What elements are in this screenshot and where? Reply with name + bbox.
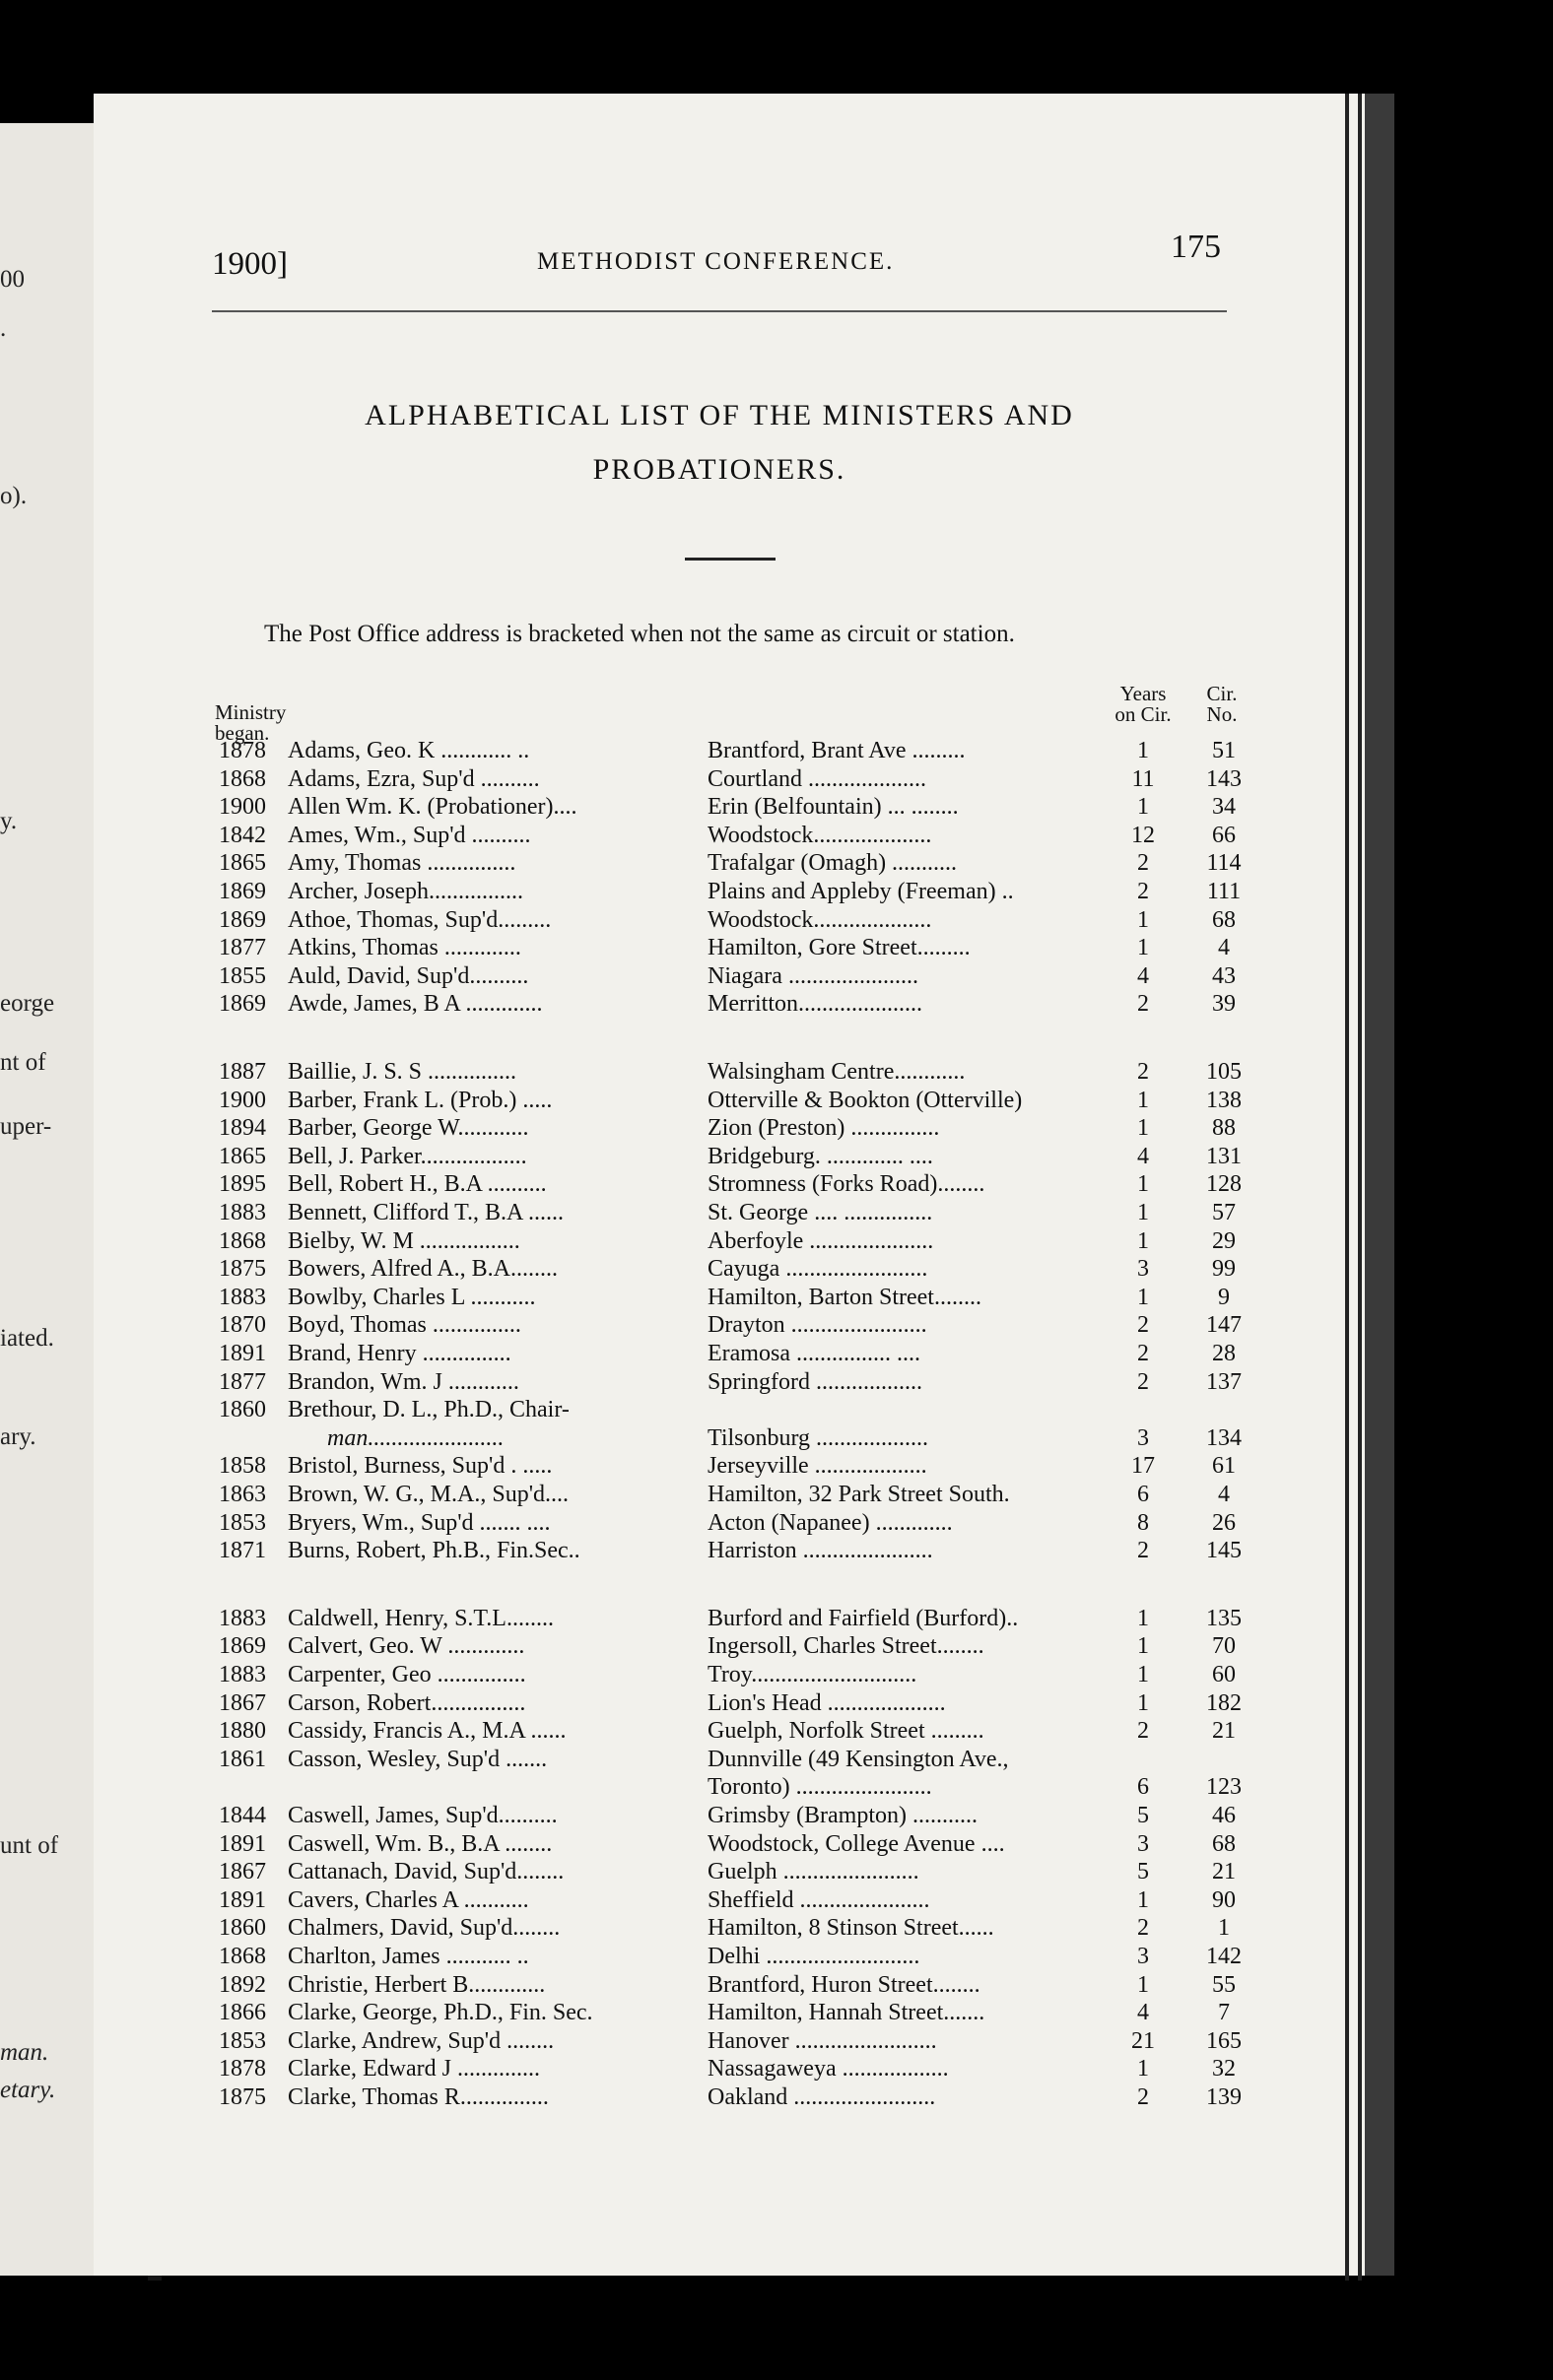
circuit-station: Guelph ....................... xyxy=(708,1859,919,1885)
years-on-circuit: 2 xyxy=(1137,1312,1149,1339)
header-title: METHODIST CONFERENCE. xyxy=(537,248,895,275)
circuit-station: Niagara ...................... xyxy=(708,962,918,989)
circuit-station: Harriston ...................... xyxy=(708,1538,933,1564)
circuit-number: 143 xyxy=(1206,765,1242,792)
minister-name: Cattanach, David, Sup'd........ xyxy=(288,1859,565,1885)
ministry-began-year: 1868 xyxy=(219,1227,266,1254)
years-on-circuit: 3 xyxy=(1137,1424,1149,1451)
years-on-circuit: 1 xyxy=(1137,1886,1149,1913)
years-on-circuit: 3 xyxy=(1137,1256,1149,1283)
list-row xyxy=(0,1340,1553,1367)
list-row xyxy=(0,934,1553,961)
ministry-began-year: 1883 xyxy=(219,1200,266,1225)
circuit-number: 131 xyxy=(1206,1143,1242,1169)
list-row xyxy=(0,1605,1553,1632)
list-row xyxy=(0,737,1553,764)
list-row xyxy=(0,1943,1553,1970)
left-page-fragment: unt of xyxy=(0,1832,59,1859)
circuit-station: Woodstock.................... xyxy=(708,906,932,933)
ministry-began-year: 1855 xyxy=(219,962,266,989)
col-ministry-began-line1: Ministry xyxy=(215,700,287,724)
minister-name: Amy, Thomas ............... xyxy=(288,850,516,877)
ministry-began-year: 1891 xyxy=(219,1830,266,1857)
minister-name: Brand, Henry ............... xyxy=(288,1341,511,1366)
left-page-fragment: y. xyxy=(0,808,18,834)
left-page-fragment: o). xyxy=(0,483,28,509)
circuit-number: 61 xyxy=(1212,1453,1236,1480)
ministry-began-year: 1878 xyxy=(219,2056,266,2082)
circuit-number: 57 xyxy=(1212,1200,1236,1225)
title-rule xyxy=(685,558,776,561)
ministry-began-year: 1860 xyxy=(219,1915,266,1942)
ministry-began-year: 1895 xyxy=(219,1171,266,1198)
minister-name: Chalmers, David, Sup'd........ xyxy=(288,1915,561,1942)
list-row xyxy=(0,2055,1553,2082)
ministry-began-year: 1867 xyxy=(219,1859,266,1885)
minister-name: Christie, Herbert B............. xyxy=(288,1971,546,1998)
circuit-station: Brantford, Brant Ave ......... xyxy=(708,738,966,763)
circuit-number: 70 xyxy=(1212,1633,1236,1660)
circuit-station: Ingersoll, Charles Street........ xyxy=(708,1633,984,1660)
ministry-began-year: 1865 xyxy=(219,850,266,877)
list-row xyxy=(0,793,1553,821)
ministry-began-year: 1865 xyxy=(219,1143,266,1169)
list-row xyxy=(0,1114,1553,1142)
list-row xyxy=(0,1143,1553,1170)
circuit-number: 43 xyxy=(1212,962,1236,989)
circuit-number: 68 xyxy=(1212,906,1236,933)
minister-name: Bell, Robert H., B.A .......... xyxy=(288,1171,547,1198)
years-on-circuit: 2 xyxy=(1137,1718,1149,1745)
circuit-number: 147 xyxy=(1206,1312,1242,1339)
ministry-began-year: 1842 xyxy=(219,822,266,848)
header-year: 1900] xyxy=(212,246,288,282)
circuit-station: Hamilton, 8 Stinson Street...... xyxy=(708,1915,994,1942)
years-on-circuit: 8 xyxy=(1137,1509,1149,1536)
minister-name: Awde, James, B A ............. xyxy=(288,991,543,1018)
minister-name: Bristol, Burness, Sup'd . ..... xyxy=(288,1453,553,1480)
list-row xyxy=(0,1227,1553,1255)
years-on-circuit: 1 xyxy=(1137,1605,1149,1631)
circuit-number: 32 xyxy=(1212,2056,1236,2082)
ministry-began-year: 1883 xyxy=(219,1662,266,1687)
ministry-began-year: 1875 xyxy=(219,2084,266,2110)
years-on-circuit: 2 xyxy=(1137,1915,1149,1942)
years-on-circuit: 1 xyxy=(1137,1633,1149,1660)
ministry-began-year: 1894 xyxy=(219,1115,266,1142)
circuit-number: 4 xyxy=(1218,935,1230,961)
minister-name: Athoe, Thomas, Sup'd......... xyxy=(288,906,552,933)
circuit-number: 29 xyxy=(1212,1227,1236,1254)
years-on-circuit: 2 xyxy=(1137,1059,1149,1085)
circuit-station: Jerseyville ................... xyxy=(708,1453,927,1480)
circuit-number: 142 xyxy=(1206,1944,1242,1969)
minister-name: Clarke, Edward J .............. xyxy=(288,2056,540,2082)
circuit-station: St. George .... ............... xyxy=(708,1200,933,1225)
circuit-number: 68 xyxy=(1212,1830,1236,1857)
minister-name: Carson, Robert................ xyxy=(288,1689,526,1716)
left-page-fragment: uper- xyxy=(0,1113,52,1140)
col-years-line2: on Cir. xyxy=(1114,702,1172,726)
list-row xyxy=(0,1717,1553,1745)
years-on-circuit: 1 xyxy=(1137,1200,1149,1225)
years-on-circuit: 12 xyxy=(1131,822,1155,848)
ministry-began-year: 1869 xyxy=(219,879,266,904)
list-row xyxy=(0,1058,1553,1086)
col-years-on-circuit xyxy=(1104,684,1182,725)
ministry-began-year: 1858 xyxy=(219,1453,266,1480)
ministry-began-year: 1887 xyxy=(219,1059,266,1085)
list-row xyxy=(0,1481,1553,1508)
circuit-station: Woodstock.................... xyxy=(708,822,932,848)
list-row xyxy=(0,1170,1553,1198)
circuit-number: 55 xyxy=(1212,1971,1236,1998)
years-on-circuit: 2 xyxy=(1137,991,1149,1018)
minister-name: Adams, Ezra, Sup'd .......... xyxy=(288,765,540,792)
circuit-station: Otterville & Bookton (Otterville) xyxy=(708,1087,1023,1113)
list-row xyxy=(0,2027,1553,2055)
circuit-station: Plains and Appleby (Freeman) .. xyxy=(708,879,1014,904)
circuit-number: 66 xyxy=(1212,822,1236,848)
ministry-began-year: 1880 xyxy=(219,1718,266,1745)
ministry-began-year: 1844 xyxy=(219,1803,266,1828)
list-row xyxy=(0,878,1553,905)
circuit-number: 134 xyxy=(1206,1424,1242,1451)
circuit-station: Lion's Head .................... xyxy=(708,1689,946,1716)
ministry-began-year: 1869 xyxy=(219,991,266,1018)
circuit-station: Oakland ........................ xyxy=(708,2084,936,2110)
circuit-station: Bridgeburg. ............. .... xyxy=(708,1143,933,1169)
list-row xyxy=(0,1914,1553,1942)
circuit-station: Guelph, Norfolk Street ......... xyxy=(708,1718,984,1745)
minister-name: Brandon, Wm. J ............ xyxy=(288,1368,519,1395)
minister-name: Atkins, Thomas ............. xyxy=(288,935,521,961)
years-on-circuit: 1 xyxy=(1137,1171,1149,1198)
list-row xyxy=(0,1773,1553,1801)
years-on-circuit: 5 xyxy=(1137,1859,1149,1885)
circuit-number: 88 xyxy=(1212,1115,1236,1142)
list-row xyxy=(0,1537,1553,1564)
circuit-number: 51 xyxy=(1212,738,1236,763)
circuit-station: Stromness (Forks Road)........ xyxy=(708,1171,985,1198)
ministry-began-year: 1891 xyxy=(219,1341,266,1366)
years-on-circuit: 1 xyxy=(1137,1227,1149,1254)
col-circuit-number xyxy=(1194,684,1249,725)
list-row xyxy=(0,1971,1553,1999)
minister-name: Allen Wm. K. (Probationer).... xyxy=(288,794,577,821)
list-row xyxy=(0,1509,1553,1537)
circuit-station: Aberfoyle ..................... xyxy=(708,1227,934,1254)
circuit-station: Nassagaweya .................. xyxy=(708,2056,949,2082)
list-row xyxy=(0,1199,1553,1226)
circuit-number: 111 xyxy=(1206,879,1242,904)
list-row xyxy=(0,1802,1553,1829)
minister-name: Brown, W. G., M.A., Sup'd.... xyxy=(288,1482,570,1507)
ministry-began-year: 1868 xyxy=(219,765,266,792)
list-row xyxy=(0,962,1553,990)
circuit-station: Trafalgar (Omagh) ........... xyxy=(708,850,958,877)
header-rule xyxy=(212,310,1227,312)
ministry-began-year: 1900 xyxy=(219,794,266,821)
years-on-circuit: 4 xyxy=(1137,2000,1149,2026)
minister-name: Clarke, Andrew, Sup'd ........ xyxy=(288,2027,555,2054)
left-page-fragment: 00 xyxy=(0,266,25,293)
list-row xyxy=(0,1858,1553,1885)
ministry-began-year: 1863 xyxy=(219,1482,266,1507)
minister-name: Archer, Joseph................ xyxy=(288,879,523,904)
years-on-circuit: 1 xyxy=(1137,1689,1149,1716)
circuit-station: Courtland .................... xyxy=(708,765,926,792)
circuit-number: 26 xyxy=(1212,1509,1236,1536)
list-row xyxy=(0,765,1553,793)
ministry-began-year: 1877 xyxy=(219,1368,266,1395)
list-row xyxy=(0,1830,1553,1858)
ministry-began-year: 1878 xyxy=(219,738,266,763)
minister-name: Ames, Wm., Sup'd .......... xyxy=(288,822,531,848)
list-row xyxy=(0,1632,1553,1660)
list-row xyxy=(0,1311,1553,1339)
circuit-number: 123 xyxy=(1206,1774,1242,1801)
circuit-station: Acton (Napanee) ............. xyxy=(708,1509,953,1536)
ministry-began-year: 1871 xyxy=(219,1538,266,1564)
ministry-began-year: 1853 xyxy=(219,1509,266,1536)
minister-name: Charlton, James ........... .. xyxy=(288,1944,529,1969)
minister-name: Casson, Wesley, Sup'd ....... xyxy=(288,1746,548,1772)
circuit-number: 114 xyxy=(1206,850,1242,877)
circuit-station: Woodstock, College Avenue .... xyxy=(708,1830,1005,1857)
list-row xyxy=(0,1284,1553,1311)
years-on-circuit: 17 xyxy=(1131,1453,1155,1480)
col-cir-line1: Cir. xyxy=(1206,682,1238,705)
circuit-number: 165 xyxy=(1206,2027,1242,2054)
years-on-circuit: 1 xyxy=(1137,794,1149,821)
circuit-number: 1 xyxy=(1218,1915,1230,1942)
circuit-number: 135 xyxy=(1206,1605,1242,1631)
years-on-circuit: 3 xyxy=(1137,1830,1149,1857)
ministry-began-year: 1883 xyxy=(219,1605,266,1631)
years-on-circuit: 1 xyxy=(1137,738,1149,763)
list-row xyxy=(0,1087,1553,1114)
minister-name: Bowlby, Charles L ........... xyxy=(288,1284,536,1310)
years-on-circuit: 2 xyxy=(1137,1538,1149,1564)
ministry-began-year: 1868 xyxy=(219,1944,266,1969)
years-on-circuit: 2 xyxy=(1137,850,1149,877)
list-row xyxy=(0,1746,1553,1773)
circuit-station: Merritton..................... xyxy=(708,991,922,1018)
minister-name: Bowers, Alfred A., B.A........ xyxy=(288,1256,558,1283)
circuit-number: 137 xyxy=(1206,1368,1242,1395)
circuit-number: 138 xyxy=(1206,1087,1242,1113)
minister-name: Clarke, George, Ph.D., Fin. Sec. xyxy=(288,2000,593,2026)
ministry-began-year: 1892 xyxy=(219,1971,266,1998)
list-row xyxy=(0,990,1553,1018)
left-page-fragment: nt of xyxy=(0,1049,46,1076)
circuit-station: Springford .................. xyxy=(708,1368,922,1395)
minister-name: Cavers, Charles A ........... xyxy=(288,1886,529,1913)
minister-name: Barber, George W............ xyxy=(288,1115,529,1142)
years-on-circuit: 3 xyxy=(1137,1944,1149,1969)
minister-name: Baillie, J. S. S ............... xyxy=(288,1059,517,1085)
circuit-number: 145 xyxy=(1206,1538,1242,1564)
years-on-circuit: 2 xyxy=(1137,1341,1149,1366)
circuit-number: 105 xyxy=(1206,1059,1242,1085)
ministry-began-year: 1853 xyxy=(219,2027,266,2054)
list-title-cont: PROBATIONERS. xyxy=(592,453,846,486)
list-row xyxy=(0,1424,1553,1452)
minister-name: Clarke, Thomas R............... xyxy=(288,2084,549,2110)
circuit-number: 21 xyxy=(1212,1859,1236,1885)
ministry-began-year: 1869 xyxy=(219,1633,266,1660)
circuit-station: Hamilton, Barton Street........ xyxy=(708,1284,981,1310)
left-page-fragment: man. xyxy=(0,2039,49,2066)
years-on-circuit: 1 xyxy=(1137,2056,1149,2082)
circuit-number: 9 xyxy=(1218,1284,1230,1310)
list-row xyxy=(0,1886,1553,1914)
circuit-station: Brantford, Huron Street........ xyxy=(708,1971,980,1998)
circuit-number: 99 xyxy=(1212,1256,1236,1283)
ministry-began-year: 1860 xyxy=(219,1397,266,1423)
ministry-began-year: 1869 xyxy=(219,906,266,933)
circuit-number: 46 xyxy=(1212,1803,1236,1828)
circuit-station: Toronto) ....................... xyxy=(708,1774,932,1801)
col-years-line1: Years xyxy=(1119,682,1167,705)
ministry-began-year: 1883 xyxy=(219,1284,266,1310)
years-on-circuit: 4 xyxy=(1137,1143,1149,1169)
circuit-station: Delhi .......................... xyxy=(708,1944,920,1969)
ministry-began-year: 1867 xyxy=(219,1689,266,1716)
minister-name: Caldwell, Henry, S.T.L........ xyxy=(288,1605,554,1631)
circuit-number: 90 xyxy=(1212,1886,1236,1913)
minister-name: Cassidy, Francis A., M.A ...... xyxy=(288,1718,567,1745)
circuit-number: 7 xyxy=(1218,2000,1230,2026)
left-page-fragment: etary. xyxy=(0,2077,56,2103)
circuit-station: Zion (Preston) ............... xyxy=(708,1115,940,1142)
minister-name: man....................... xyxy=(327,1424,505,1451)
years-on-circuit: 5 xyxy=(1137,1803,1149,1828)
minister-name: Bielby, W. M ................. xyxy=(288,1227,520,1254)
circuit-number: 34 xyxy=(1212,794,1236,821)
minister-name: Caswell, James, Sup'd.......... xyxy=(288,1803,558,1828)
list-row xyxy=(0,1999,1553,2026)
years-on-circuit: 1 xyxy=(1137,1115,1149,1142)
list-row xyxy=(0,1396,1553,1423)
circuit-number: 60 xyxy=(1212,1662,1236,1687)
list-row xyxy=(0,1255,1553,1283)
circuit-station: Drayton ....................... xyxy=(708,1312,927,1339)
years-on-circuit: 2 xyxy=(1137,2084,1149,2110)
left-page-fragment: ary. xyxy=(0,1423,36,1450)
circuit-station: Cayuga ........................ xyxy=(708,1256,928,1283)
years-on-circuit: 4 xyxy=(1137,962,1149,989)
years-on-circuit: 11 xyxy=(1131,765,1155,792)
ministry-began-year: 1866 xyxy=(219,2000,266,2026)
circuit-station: Eramosa ................ .... xyxy=(708,1341,920,1366)
list-title: ALPHABETICAL LIST OF THE MINISTERS AND xyxy=(365,399,1074,431)
circuit-number: 182 xyxy=(1206,1689,1242,1716)
ministry-began-year: 1900 xyxy=(219,1087,266,1113)
address-note: The Post Office address is bracketed when not the same as circuit or station. xyxy=(264,621,1015,647)
circuit-station: Hamilton, Gore Street......... xyxy=(708,935,971,961)
years-on-circuit: 1 xyxy=(1137,1662,1149,1687)
minister-name: Bryers, Wm., Sup'd ....... .... xyxy=(288,1509,551,1536)
left-page-fragment: eorge xyxy=(0,990,55,1017)
circuit-station: Dunnville (49 Kensington Ave., xyxy=(708,1746,1009,1772)
circuit-station: Troy............................ xyxy=(708,1662,917,1687)
ministry-began-year: 1877 xyxy=(219,935,266,961)
list-row xyxy=(0,849,1553,877)
minister-name: Auld, David, Sup'd.......... xyxy=(288,962,529,989)
left-page-fragment: . xyxy=(0,315,7,342)
ministry-began-year: 1870 xyxy=(219,1312,266,1339)
years-on-circuit: 2 xyxy=(1137,879,1149,904)
list-row xyxy=(0,1452,1553,1480)
circuit-station: Sheffield ...................... xyxy=(708,1886,930,1913)
minister-name: Caswell, Wm. B., B.A ........ xyxy=(288,1830,553,1857)
circuit-number: 21 xyxy=(1212,1718,1236,1745)
ministry-began-year: 1861 xyxy=(219,1746,266,1772)
col-ministry-began-line2: began. xyxy=(215,721,270,745)
minister-name: Carpenter, Geo ............... xyxy=(288,1662,526,1687)
circuit-station: Walsingham Centre............ xyxy=(708,1059,966,1085)
minister-name: Burns, Robert, Ph.B., Fin.Sec.. xyxy=(288,1538,580,1564)
minister-name: Barber, Frank L. (Prob.) ..... xyxy=(288,1087,553,1113)
circuit-station: Burford and Fairfield (Burford).. xyxy=(708,1605,1019,1631)
list-row xyxy=(0,1661,1553,1688)
years-on-circuit: 1 xyxy=(1137,1971,1149,1998)
circuit-number: 39 xyxy=(1212,991,1236,1018)
circuit-station: Hamilton, 32 Park Street South. xyxy=(708,1482,1010,1507)
circuit-number: 128 xyxy=(1206,1171,1242,1198)
ministry-began-year: 1891 xyxy=(219,1886,266,1913)
circuit-number: 28 xyxy=(1212,1341,1236,1366)
years-on-circuit: 1 xyxy=(1137,935,1149,961)
years-on-circuit: 1 xyxy=(1137,906,1149,933)
list-row xyxy=(0,906,1553,934)
circuit-station: Hamilton, Hannah Street....... xyxy=(708,2000,985,2026)
minister-name: Brethour, D. L., Ph.D., Chair- xyxy=(288,1397,570,1423)
ministry-began-year: 1875 xyxy=(219,1256,266,1283)
years-on-circuit: 1 xyxy=(1137,1284,1149,1310)
years-on-circuit: 2 xyxy=(1137,1368,1149,1395)
years-on-circuit: 21 xyxy=(1131,2027,1155,2054)
col-cir-line2: No. xyxy=(1206,702,1238,726)
circuit-station: Tilsonburg ................... xyxy=(708,1424,929,1451)
years-on-circuit: 6 xyxy=(1137,1774,1149,1801)
list-row xyxy=(0,2083,1553,2111)
years-on-circuit: 1 xyxy=(1137,1087,1149,1113)
circuit-station: Grimsby (Brampton) ........... xyxy=(708,1803,978,1828)
list-row xyxy=(0,822,1553,849)
circuit-number: 4 xyxy=(1218,1482,1230,1507)
minister-name: Bell, J. Parker.................. xyxy=(288,1143,527,1169)
circuit-station: Erin (Belfountain) ... ........ xyxy=(708,794,959,821)
circuit-station: Hanover ........................ xyxy=(708,2027,937,2054)
left-page-fragment: iated. xyxy=(0,1325,54,1352)
minister-name: Bennett, Clifford T., B.A ...... xyxy=(288,1200,564,1225)
minister-name: Calvert, Geo. W ............. xyxy=(288,1633,525,1660)
minister-name: Boyd, Thomas ............... xyxy=(288,1312,521,1339)
circuit-number: 139 xyxy=(1206,2084,1242,2110)
years-on-circuit: 6 xyxy=(1137,1482,1149,1507)
list-row xyxy=(0,1368,1553,1396)
list-row xyxy=(0,1689,1553,1717)
minister-name: Adams, Geo. K ............ .. xyxy=(288,738,530,763)
page-number: 175 xyxy=(1171,229,1221,265)
